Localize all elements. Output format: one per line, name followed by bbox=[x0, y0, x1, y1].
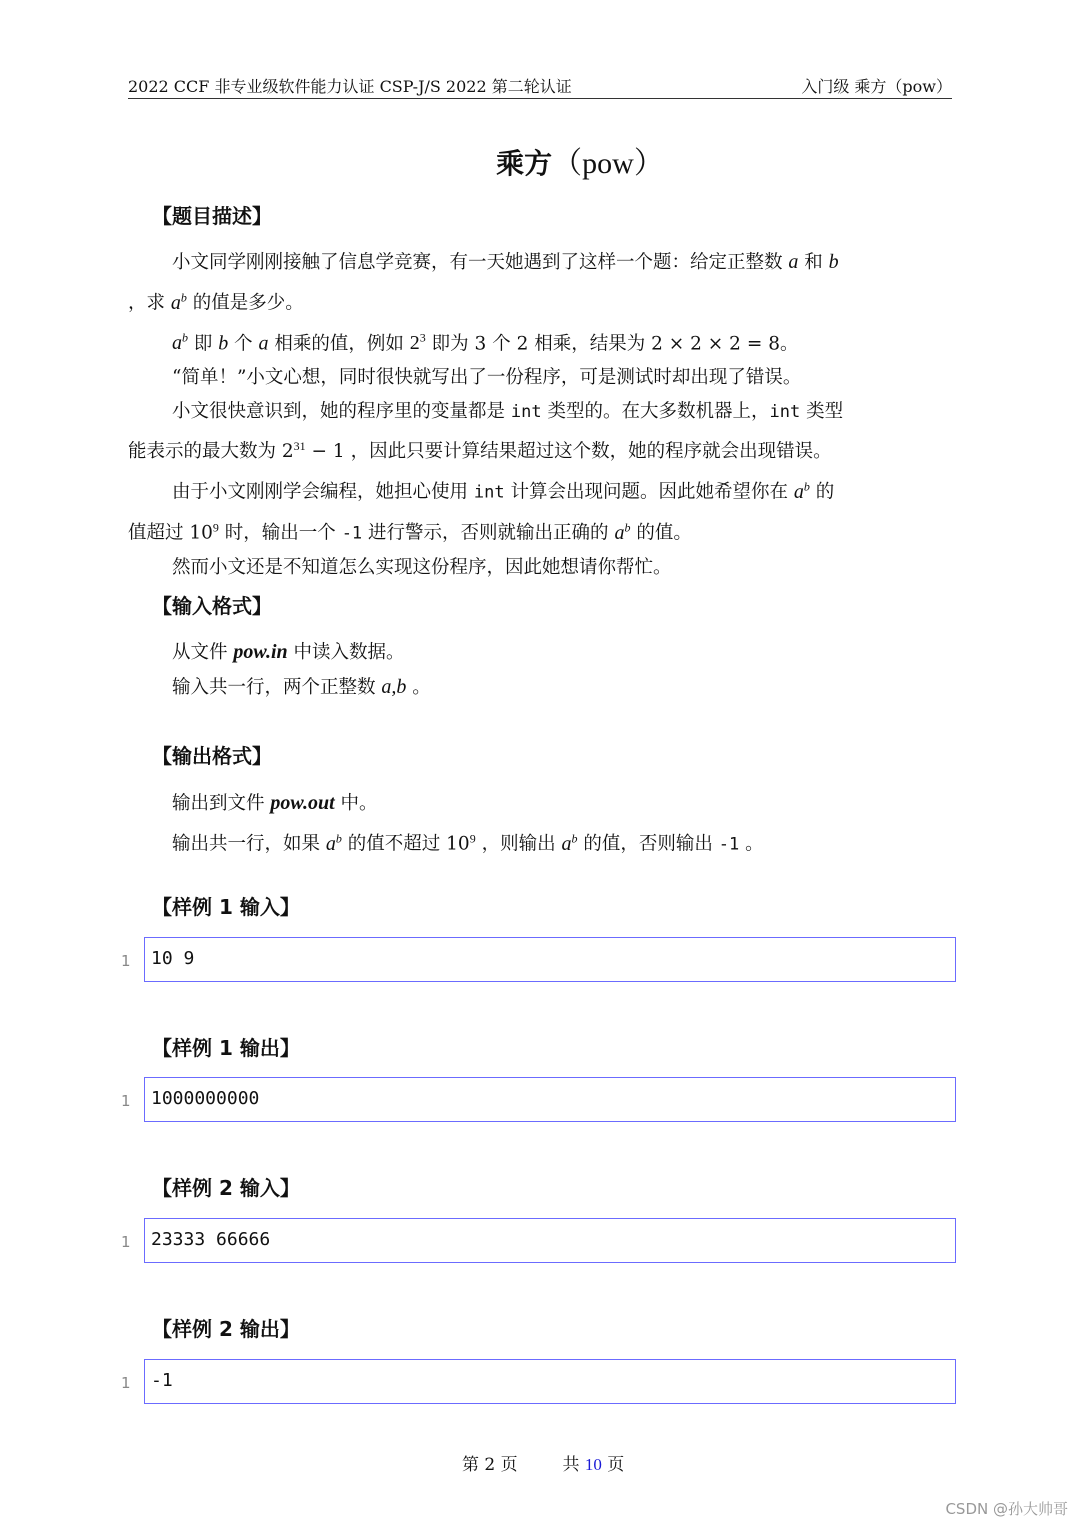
sample1-input-box[interactable]: 10 9 bbox=[144, 937, 956, 982]
sample1-input-heading: 【样例 1 输入】 bbox=[152, 895, 300, 919]
sample2-output-box[interactable]: -1 bbox=[144, 1359, 956, 1404]
header-left: 2022 CCF 非专业级软件能力认证 CSP-J/S 2022 第二轮认证 bbox=[128, 77, 572, 96]
description-text: 小文同学刚刚接触了信息学竞赛，有一天她遇到了这样一个题：给定正整数 a 和 b ，求 $a^b$ 的值是多少。 $a^b$ 即 b 个 a 相乘的值，例如 $2^3$ 即为 3 个 2 相乘，结果为 2 × 2 × 2 = 8。 “简单！”小文心想，同时很快就写出了一份程序，可是测试时却出现了错误。 小文很快意识到，她的程序里的变量都是 int 类型的。在大多数机器上，int 类型 能表示的最大数为 $2^{31} - 1$ ，因此只要计算结果超过这个数，她的程序就会出现错误。 由于小文刚刚学会编程，她担心使用 int 计算会出现问题。因此她希望你在 $a^b$ 的 值超过 $10^9$ 时，输出一个 -1 进行警示，否则就输出正确的 $a^b$ 的值。 然而小文还是不知道怎么实现这份程序，因此她想请你帮忙。 bbox=[128, 251, 844, 578]
watermark: CSDN @孙大帅哥 bbox=[945, 1500, 1068, 1518]
line-number: 1 bbox=[121, 1374, 131, 1392]
output-format-text: 输出到文件 pow.out 中。 输出共一行，如果 $a^b$ 的值不超过 $10^9$ ，则输出 $a^b$ 的值，否则输出 -1 。 bbox=[172, 792, 764, 855]
header-right: 入门级 乘方（pow） bbox=[801, 77, 952, 96]
sample2-output-heading: 【样例 2 输出】 bbox=[152, 1317, 300, 1341]
sample2-input-heading: 【样例 2 输入】 bbox=[152, 1176, 300, 1200]
sample2-input-box[interactable]: 23333 66666 bbox=[144, 1218, 956, 1263]
section-output-format-heading: 【输出格式】 bbox=[152, 744, 272, 768]
line-number: 1 bbox=[121, 1092, 131, 1110]
section-description-heading: 【题目描述】 bbox=[152, 204, 272, 228]
input-format-text: 从文件 pow.in 中读入数据。 输入共一行，两个正整数 a,b 。 bbox=[172, 641, 431, 698]
total-pages-link[interactable]: 10 bbox=[584, 1455, 602, 1474]
line-number: 1 bbox=[121, 1233, 131, 1251]
page-header bbox=[128, 72, 952, 99]
sample1-output-heading: 【样例 1 输出】 bbox=[152, 1036, 300, 1060]
sample1-output-box[interactable]: 1000000000 bbox=[144, 1077, 956, 1122]
section-input-format-heading: 【输入格式】 bbox=[152, 594, 272, 618]
page-footer: 第 2 页 共 10 页 bbox=[462, 1455, 625, 1475]
line-number: 1 bbox=[121, 952, 131, 970]
page-title: 乘方（pow） bbox=[496, 147, 664, 180]
